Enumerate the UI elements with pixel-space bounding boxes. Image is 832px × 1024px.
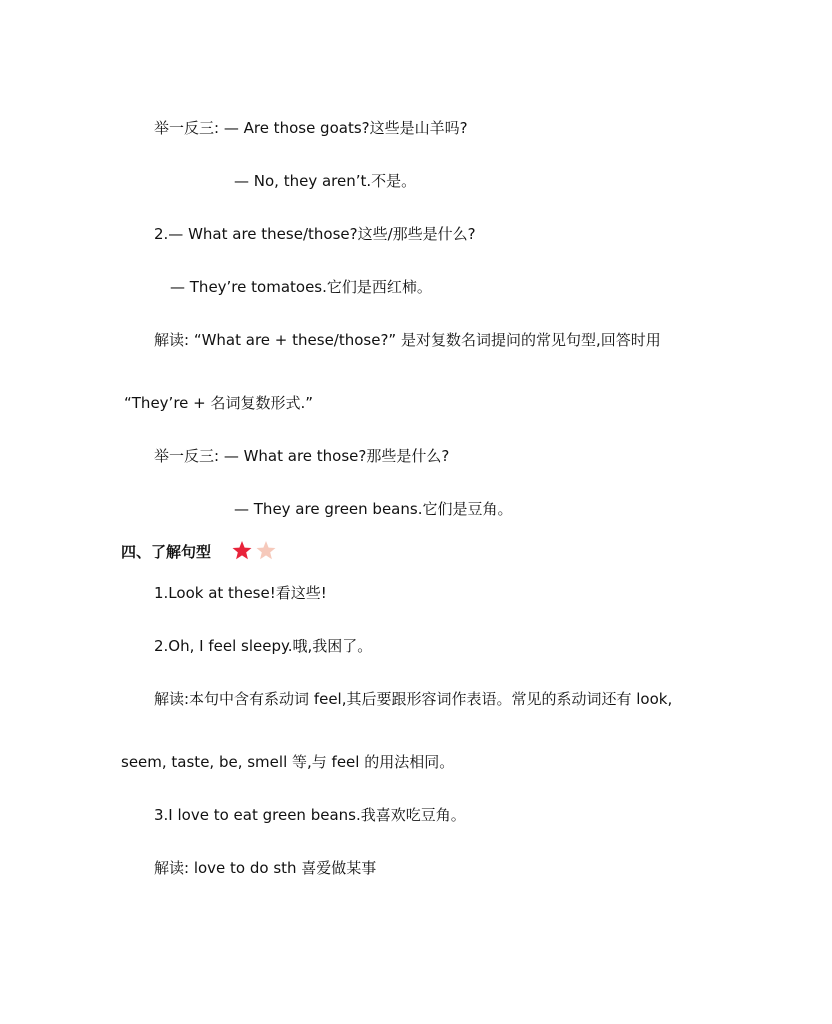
line-9: 1.Look at these!看这些! [154,584,327,602]
line-11: 解读:本句中含有系动词 feel,其后要跟形容词作表语。常见的系动词还有 look, [154,690,673,708]
star-filled-icon [233,541,252,559]
line-12: seem, taste, be, smell 等,与 feel 的用法相同。 [121,753,455,771]
star-empty-icon [257,541,276,559]
line-13: 3.I love to eat green beans.我喜欢吃豆角。 [154,806,466,824]
line-14: 解读: love to do sth 喜爱做某事 [154,859,377,877]
line-1: 举一反三: — Are those goats?这些是山羊吗? [154,119,468,137]
section-heading: 四、了解句型 [121,543,212,561]
line-2: — No, they aren’t.不是。 [234,172,417,190]
line-7: 举一反三: — What are those?那些是什么? [154,447,450,465]
line-8: — They are green beans.它们是豆角。 [234,500,513,518]
line-5: 解读: “What are + these/those?” 是对复数名词提问的常见句型,回答时用 [154,331,661,349]
difficulty-rating [232,540,278,562]
line-6: “They’re + 名词复数形式.” [124,394,314,412]
line-3: 2.— What are these/those?这些/那些是什么? [154,225,476,243]
line-10: 2.Oh, I feel sleepy.哦,我困了。 [154,637,373,655]
line-4: — They’re tomatoes.它们是西红柿。 [170,278,432,296]
